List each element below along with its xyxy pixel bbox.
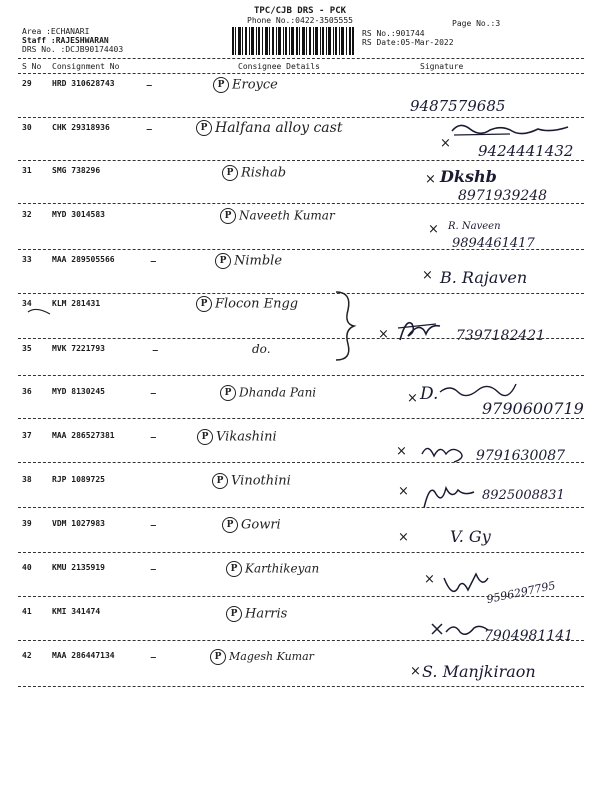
row-rule bbox=[18, 293, 584, 294]
consignee-name: P Nimble bbox=[215, 253, 282, 269]
consignee-name: P Vinothini bbox=[212, 473, 291, 489]
row-sno: 41 bbox=[22, 607, 32, 616]
dash-mark: – bbox=[150, 562, 157, 577]
row-sno: 31 bbox=[22, 166, 32, 175]
row-rule bbox=[18, 375, 584, 376]
table-row bbox=[0, 79, 600, 99]
consignee-name: P Harris bbox=[226, 606, 287, 622]
row-consignment: SMG 738296 bbox=[52, 166, 101, 175]
x-mark: × bbox=[398, 530, 409, 545]
row-rule bbox=[18, 203, 584, 204]
row-rule bbox=[18, 596, 584, 597]
table-row bbox=[0, 344, 600, 364]
signature-scribble bbox=[396, 314, 442, 344]
signature-scribble bbox=[450, 121, 570, 137]
row-sno: 37 bbox=[22, 431, 32, 440]
p-circle-mark: P bbox=[226, 561, 242, 577]
phone-handwritten: 9596297795 bbox=[485, 578, 557, 607]
document-title: TPC/CJB DRS - PCK bbox=[253, 6, 347, 16]
dash-mark: – bbox=[150, 430, 157, 445]
x-mark: × bbox=[407, 391, 418, 406]
row-consignment: MAA 289505566 bbox=[52, 255, 115, 264]
signature-handwritten: S. Manjkiraon bbox=[422, 662, 536, 681]
consignee-name: P Eroyce bbox=[213, 77, 278, 93]
dash-mark: – bbox=[152, 343, 159, 358]
row-sno: 35 bbox=[22, 344, 32, 353]
column-signature: Signature bbox=[420, 62, 464, 71]
phone-handwritten: 9791630087 bbox=[476, 448, 566, 464]
p-circle-mark: P bbox=[210, 649, 226, 665]
header-top-rule bbox=[18, 58, 584, 59]
signature-handwritten: V. Gy bbox=[450, 527, 491, 546]
signature-handwritten: Dkshb bbox=[440, 167, 497, 186]
row-consignment: HRD 310628743 bbox=[52, 79, 115, 88]
row-consignment: MAA 286447134 bbox=[52, 651, 115, 660]
phone-handwritten: 9487579685 bbox=[410, 97, 506, 115]
staff-label: Staff :RAJESHWARAN bbox=[22, 36, 109, 45]
row-rule bbox=[18, 249, 584, 250]
row-rule bbox=[18, 462, 584, 463]
table-row bbox=[0, 166, 600, 186]
consignee-name: P Flocon Engg bbox=[196, 296, 298, 312]
drs-number: DRS No. :DCJB90174403 bbox=[22, 45, 124, 54]
row-sno: 40 bbox=[22, 563, 32, 572]
column-consignee: Consignee Details bbox=[238, 62, 320, 71]
phone-handwritten: 9790600719 bbox=[482, 399, 584, 418]
dash-mark: – bbox=[150, 254, 157, 269]
table-row bbox=[0, 607, 600, 627]
consignee-name: P Karthikeyan bbox=[226, 561, 319, 577]
row-consignment: MYD 8130245 bbox=[52, 387, 105, 396]
row-consignment: RJP 1089725 bbox=[52, 475, 105, 484]
consignee-name: P Vikashini bbox=[197, 429, 277, 445]
row-consignment: KMI 341474 bbox=[52, 607, 101, 616]
phone-handwritten: 9894461417 bbox=[452, 236, 535, 251]
row-consignment: KLM 281431 bbox=[52, 299, 101, 308]
row-rule bbox=[18, 338, 584, 339]
row-sno: 36 bbox=[22, 387, 32, 396]
signature-scribble bbox=[430, 620, 490, 642]
p-circle-mark: P bbox=[226, 606, 242, 622]
p-circle-mark: P bbox=[222, 165, 238, 181]
row-sno: 32 bbox=[22, 210, 32, 219]
consignee-name: P Naveeth Kumar bbox=[220, 208, 335, 224]
dash-mark: – bbox=[150, 650, 157, 665]
row-rule bbox=[18, 507, 584, 508]
consignee-name: P Gowri bbox=[222, 517, 281, 533]
x-mark: × bbox=[410, 664, 421, 679]
signature-scribble bbox=[420, 440, 470, 464]
row-rule bbox=[18, 640, 584, 641]
dash-mark: – bbox=[150, 386, 157, 401]
p-circle-mark: P bbox=[222, 517, 238, 533]
x-mark: × bbox=[422, 268, 433, 283]
x-mark: × bbox=[396, 444, 407, 459]
rs-number: RS No.:901744 bbox=[362, 29, 425, 38]
x-mark: × bbox=[440, 136, 451, 151]
phone-handwritten: 8971939248 bbox=[458, 188, 548, 204]
row-sno: 42 bbox=[22, 651, 32, 660]
phone-handwritten: 7904981141 bbox=[484, 628, 574, 644]
row-consignment: KMU 2135919 bbox=[52, 563, 105, 572]
p-circle-mark: P bbox=[220, 208, 236, 224]
area-label: Area :ECHANARI bbox=[22, 27, 90, 36]
signature-scribble bbox=[438, 380, 518, 398]
table-row bbox=[0, 519, 600, 539]
row-consignment: MYD 3014583 bbox=[52, 210, 105, 219]
table-row bbox=[0, 299, 600, 319]
p-circle-mark: P bbox=[196, 296, 212, 312]
x-mark: × bbox=[378, 327, 389, 342]
x-mark: × bbox=[398, 484, 409, 499]
row-sno: 29 bbox=[22, 79, 32, 88]
phone-number: Phone No.:0422-3505555 bbox=[247, 16, 353, 25]
signature-scribble bbox=[420, 480, 476, 510]
row-sno: 39 bbox=[22, 519, 32, 528]
row-sno: 30 bbox=[22, 123, 32, 132]
row-sno: 34 bbox=[22, 299, 32, 308]
row-consignment: MVK 7221793 bbox=[52, 344, 105, 353]
x-mark: × bbox=[428, 222, 439, 237]
dash-mark: – bbox=[146, 122, 153, 137]
page-number: Page No.:3 bbox=[452, 19, 501, 28]
x-mark: × bbox=[424, 572, 435, 587]
p-circle-mark: P bbox=[212, 473, 228, 489]
column-consignment: Consignment No bbox=[52, 62, 120, 71]
row-consignment: MAA 286527381 bbox=[52, 431, 115, 440]
signature-handwritten: R. Naveen bbox=[448, 221, 501, 232]
phone-handwritten: 8925008831 bbox=[482, 488, 565, 503]
consignee-name: P Magesh Kumar bbox=[210, 649, 314, 665]
row-rule bbox=[18, 686, 584, 687]
row-rule bbox=[18, 418, 584, 419]
p-circle-mark: P bbox=[213, 77, 229, 93]
phone-handwritten: 7397182421 bbox=[456, 328, 546, 344]
row-rule bbox=[18, 160, 584, 161]
p-circle-mark: P bbox=[220, 385, 236, 401]
row-sno: 38 bbox=[22, 475, 32, 484]
tick-mark bbox=[26, 306, 52, 316]
p-circle-mark: P bbox=[197, 429, 213, 445]
row-rule bbox=[18, 117, 584, 118]
row-consignment: VDM 1027983 bbox=[52, 519, 105, 528]
row-consignment: CHK 29318936 bbox=[52, 123, 110, 132]
ditto-mark: do. bbox=[252, 342, 271, 356]
row-sno: 33 bbox=[22, 255, 32, 264]
row-rule bbox=[18, 552, 584, 553]
dash-mark: – bbox=[150, 518, 157, 533]
column-sno: S No bbox=[22, 62, 42, 71]
consignee-name: P Rishab bbox=[222, 165, 286, 181]
header-bottom-rule bbox=[18, 73, 584, 74]
p-circle-mark: P bbox=[196, 120, 212, 136]
x-mark: × bbox=[425, 172, 436, 187]
p-circle-mark: P bbox=[215, 253, 231, 269]
barcode-image bbox=[232, 27, 354, 55]
consignee-name: P Dhanda Pani bbox=[220, 385, 316, 401]
signature-handwritten: B. Rajaven bbox=[440, 268, 528, 287]
phone-handwritten: 9424441432 bbox=[478, 142, 574, 160]
rs-date: RS Date:05-Mar-2022 bbox=[362, 38, 454, 47]
signature-handwritten: D. bbox=[420, 384, 439, 404]
dash-mark: – bbox=[146, 78, 153, 93]
consignee-name: P Halfana alloy cast bbox=[196, 120, 342, 136]
